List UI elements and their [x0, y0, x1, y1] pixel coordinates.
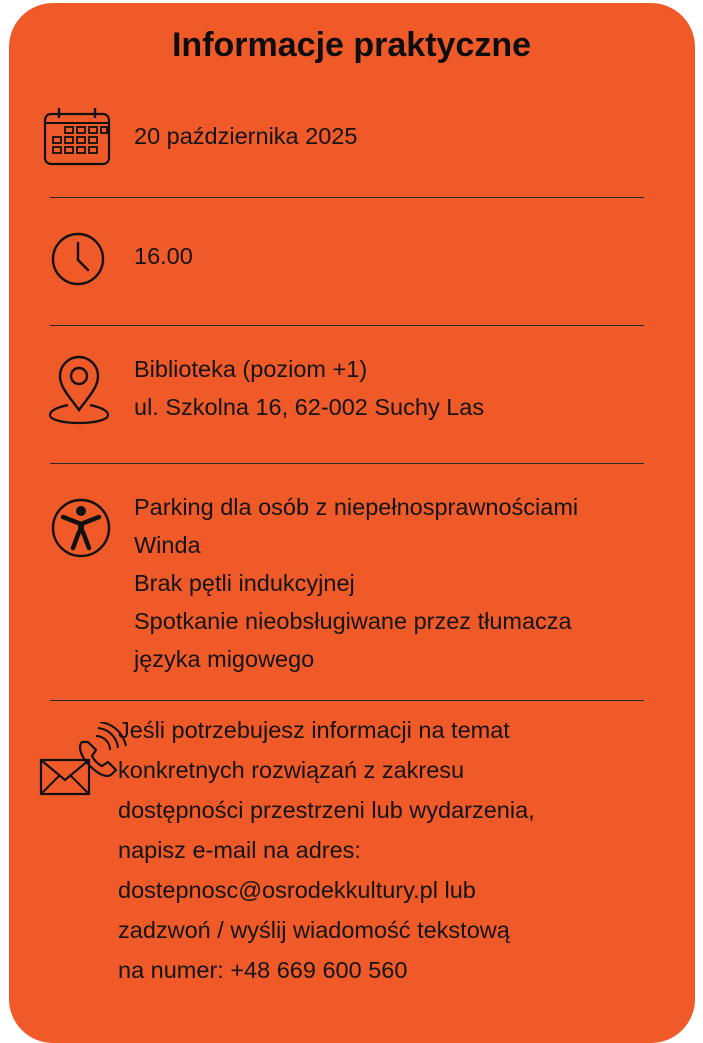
contact-info: [118, 710, 535, 990]
calendar-icon: [42, 106, 112, 166]
location-pin-icon: [48, 355, 110, 425]
envelope-phone-icon: [38, 722, 128, 802]
divider: [50, 700, 644, 701]
accessibility-item: Spotkanie nieobsługiwane przez tłumacza: [134, 608, 572, 634]
contact-email[interactable]: dostepnosc@osrodekkultury.pl lub: [118, 877, 476, 903]
contact-line: Jeśli potrzebujesz informacji na temat: [118, 717, 510, 743]
contact-line: zadzwoń / wyślij wiadomość tekstową: [118, 917, 510, 943]
accessibility-item: Winda: [134, 532, 201, 558]
contact-line: konkretnych rozwiązań z zakresu: [118, 757, 465, 783]
contact-phone[interactable]: na numer: +48 669 600 560: [118, 957, 408, 983]
location-address: [134, 350, 484, 426]
accessibility-item: Parking dla osób z niepełnosprawnościami: [134, 494, 579, 520]
divider: [50, 197, 644, 198]
clock-icon: [50, 231, 106, 287]
location-line: ul. Szkolna 16, 62-002 Suchy Las: [134, 394, 485, 420]
accessibility-icon: [50, 497, 112, 559]
accessibility-item: języka migowego: [134, 646, 315, 672]
accessibility-list: [134, 488, 578, 678]
page-title: Informacje praktyczne: [171, 26, 532, 64]
location-line: Biblioteka (poziom +1): [134, 356, 368, 382]
accessibility-item: Brak pętli indukcyjnej: [134, 570, 355, 596]
contact-line: napisz e-mail na adres:: [118, 837, 361, 863]
contact-line: dostępności przestrzeni lub wydarzenia,: [118, 797, 535, 823]
divider: [50, 463, 644, 464]
divider: [50, 325, 644, 326]
event-date: 20 października 2025: [134, 123, 358, 149]
event-time: 16.00: [134, 243, 193, 269]
